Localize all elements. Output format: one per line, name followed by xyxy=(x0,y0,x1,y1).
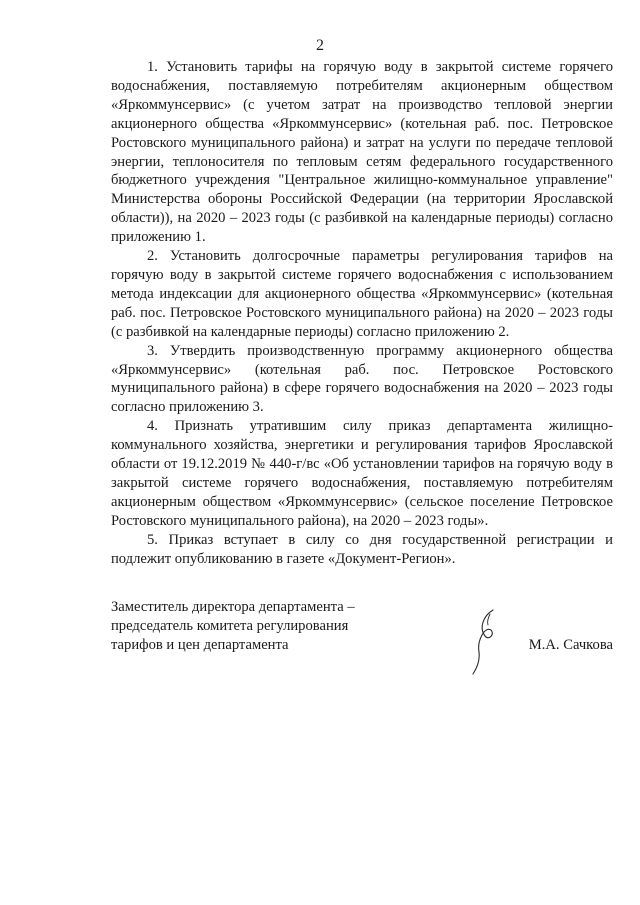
signer-position-line: Заместитель директора департамента – xyxy=(111,599,355,615)
page-number: 2 xyxy=(316,37,324,54)
paragraph-2-long-term-parameters: 2. Установить долгосрочные параметры регулирования тарифов на горячую воду в закрытой системе горячего водоснабжения с использованием метода индексации для акционерного общества «Яркоммунсервис» (котельная раб. пос. Петровское Ростовского муниципального района) на 2020 – 2023 годы (с разбивкой на календарные периоды) согласно приложению 2. xyxy=(111,248,613,340)
signer-position xyxy=(111,598,411,655)
paragraph-1-set-tariffs: 1. Установить тарифы на горячую воду в закрытой системе горячего водоснабжения, поставляемую потребителям акционерным обществом «Яркоммунсервис» (с учетом затрат на производство тепловой энергии акционерного общества «Яркоммунсервис» (котельная раб. пос. Петровское Ростовского муниципального района) и затрат на услуги по передаче тепловой энергии, теплоносителя по тепловым сетям федерального государственного бюджетного учреждения "Центральное жилищно-коммунальное управление" Министерства обороны Российской Федерации (на территории Ярославской области)), на 2020 – 2023 годы (с разбивкой на календарные периоды) согласно приложению 1. xyxy=(111,59,613,246)
handwritten-signature xyxy=(469,606,509,678)
paragraph-3-production-program: 3. Утвердить производственную программу акционерного общества «Яркоммунсервис» (котельная раб. пос. Петровское Ростовского муниципального района) в сфере горячего водоснабжения на 2020 – 2023 годы согласно приложению 3. xyxy=(111,342,613,416)
order-body xyxy=(111,58,613,568)
signature-block xyxy=(111,598,613,678)
signer-name: М.А. Сачкова xyxy=(528,637,613,653)
signer-position-line: тарифов и цен департамента xyxy=(111,636,289,653)
paragraph-5-effective-date: 5. Приказ вступает в силу со дня государственной регистрации и подлежит опубликованию в газете «Документ-Регион». xyxy=(111,531,613,567)
signer-position-line: председатель комитета регулирования xyxy=(111,617,349,634)
paragraph-4-repeal-order: 4. Признать утратившим силу приказ департамента жилищно-коммунального хозяйства, энергетики и регулирования тарифов Ярославской области от 19.12.2019 № 440-г/вс «Об установлении тарифов на горячую воду в закрытой системе горячего водоснабжения, поставляемую потребителям акционерным обществом «Яркоммунсервис» (сельское поселение Петровское Ростовского муниципального района), на 2020 – 2023 годы». xyxy=(111,418,613,529)
